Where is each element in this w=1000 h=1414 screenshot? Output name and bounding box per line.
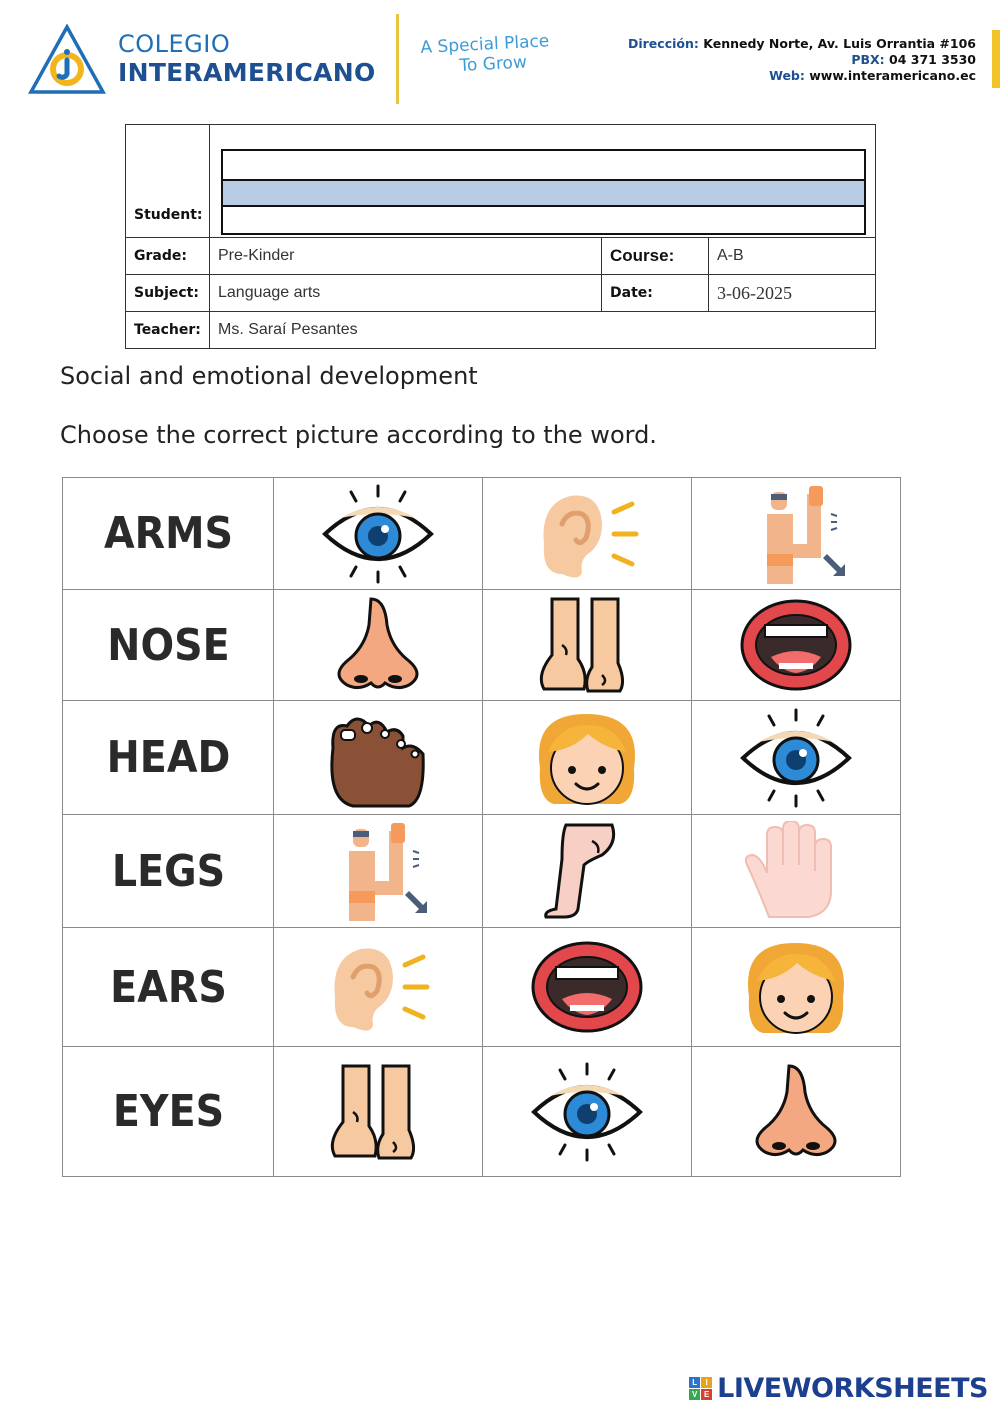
grid-row [63, 928, 901, 1047]
head-icon [522, 708, 652, 808]
eye-icon [731, 708, 861, 808]
course-value: A-B [709, 238, 876, 275]
head-icon [731, 937, 861, 1037]
arm-icon [731, 484, 861, 584]
eye-icon [313, 484, 443, 584]
picture-choice[interactable] [483, 1047, 692, 1177]
hand-icon [731, 821, 861, 921]
grid-row [63, 815, 901, 928]
date-label: Date: [602, 275, 709, 312]
mouth-icon [731, 595, 861, 695]
web-label: Web: [769, 68, 805, 83]
school-logo-icon [28, 24, 106, 96]
grade-label: Grade: [126, 238, 210, 275]
picture-choice[interactable] [483, 590, 692, 701]
picture-choice[interactable] [483, 815, 692, 928]
nose-icon [313, 595, 443, 695]
leg-icon [522, 821, 652, 921]
body-part-word: EARS [73, 928, 263, 1047]
address-label: Dirección: [627, 36, 699, 51]
slogan-line1: A Special Place [420, 31, 550, 58]
school-name [118, 32, 376, 85]
body-part-word: LEGS [73, 815, 263, 928]
feet-icon [522, 595, 652, 695]
feet-icon [313, 1062, 443, 1162]
student-label: Student: [126, 125, 210, 238]
ear-icon [313, 937, 443, 1037]
picture-choice-grid [62, 477, 901, 1177]
teacher-value: Ms. Saraí Pesantes [210, 312, 876, 349]
picture-choice[interactable] [692, 928, 901, 1047]
ear-icon [522, 484, 652, 584]
course-label: Course: [602, 238, 709, 275]
toes-icon [313, 708, 443, 808]
subject-value: Language arts [210, 275, 602, 312]
header-divider [396, 14, 399, 104]
body-part-word: EYES [73, 1047, 263, 1177]
picture-choice[interactable] [274, 590, 483, 701]
subject-label: Subject: [126, 275, 210, 312]
nose-icon [731, 1062, 861, 1162]
picture-choice[interactable] [274, 815, 483, 928]
school-slogan [420, 31, 551, 78]
grid-row [63, 478, 901, 590]
grid-row [63, 1047, 901, 1177]
body-part-word: ARMS [73, 478, 263, 590]
brand-text: LIVEWORKSHEETS [717, 1373, 988, 1404]
picture-choice[interactable] [692, 701, 901, 815]
picture-choice[interactable] [274, 928, 483, 1047]
header-accent-bar [992, 30, 1000, 88]
student-name-field[interactable] [210, 125, 876, 238]
school-name-line1: COLEGIO [118, 30, 231, 58]
picture-choice[interactable] [483, 928, 692, 1047]
slogan-line2: To Grow [458, 52, 528, 76]
mouth-icon [522, 937, 652, 1037]
eye-icon [522, 1062, 652, 1162]
liveworksheets-brand [689, 1373, 988, 1404]
student-info-table [125, 124, 876, 349]
teacher-label: Teacher: [126, 312, 210, 349]
name-writing-lines [221, 149, 866, 235]
body-part-word: NOSE [73, 590, 263, 701]
date-value: 3-06-2025 [709, 275, 876, 312]
worksheet-title: Social and emotional development [60, 362, 478, 390]
picture-choice[interactable] [692, 590, 901, 701]
contact-info [628, 36, 976, 84]
phone-label: PBX: [851, 52, 885, 67]
web-value: www.interamericano.ec [809, 68, 976, 83]
picture-choice[interactable] [274, 1047, 483, 1177]
phone-value: 04 371 3530 [889, 52, 976, 67]
body-part-word: HEAD [73, 701, 263, 815]
grade-value: Pre-Kinder [210, 238, 602, 275]
picture-choice[interactable] [692, 1047, 901, 1177]
address-value: Kennedy Norte, Av. Luis Orrantia #106 [703, 36, 976, 51]
liveworksheets-logo-icon: L I V E [689, 1377, 713, 1401]
picture-choice[interactable] [692, 478, 901, 590]
picture-choice[interactable] [274, 478, 483, 590]
worksheet-instruction: Choose the correct picture according to the word. [60, 421, 657, 449]
picture-choice[interactable] [274, 701, 483, 815]
picture-choice[interactable] [483, 478, 692, 590]
school-name-line2: INTERAMERICANO [118, 58, 376, 87]
picture-choice[interactable] [483, 701, 692, 815]
picture-choice[interactable] [692, 815, 901, 928]
grid-row [63, 701, 901, 815]
page-header [0, 0, 1000, 110]
grid-row [63, 590, 901, 701]
arm-icon [313, 821, 443, 921]
